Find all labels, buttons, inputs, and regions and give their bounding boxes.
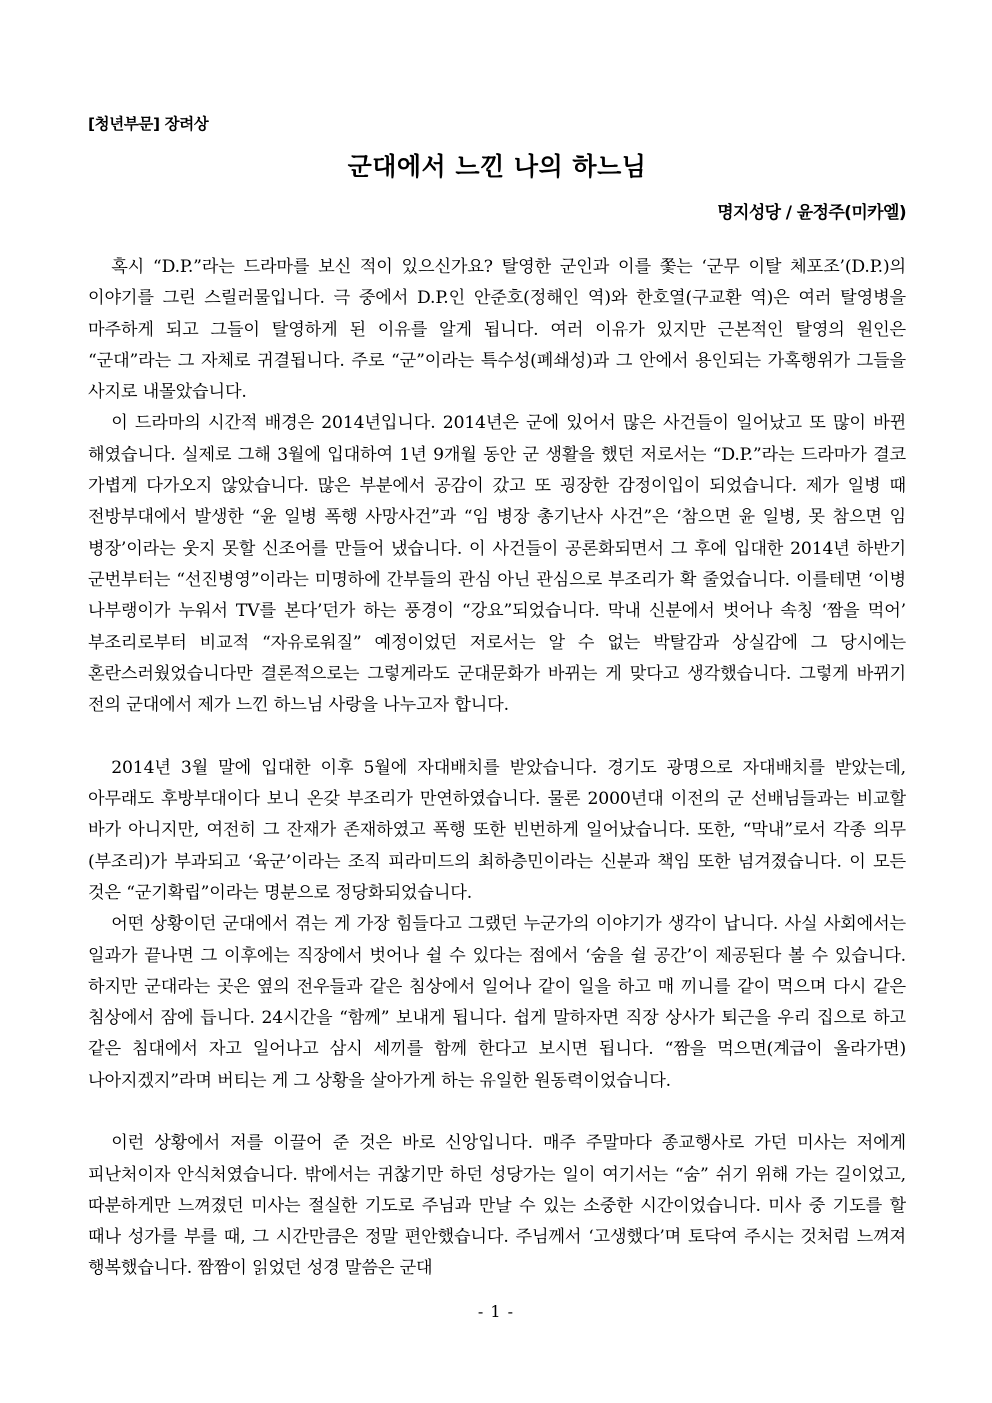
article-body (88, 224, 906, 1285)
document-content (88, 0, 906, 1285)
page-title: 군대에서 느낀 나의 하느님 (347, 152, 647, 182)
body-paragraph: 혹시 “D.P.”라는 드라마를 보신 적이 있으신가요? 탈영한 군인과 이를 쫓는 ‘군무 이탈 체포조’(D.P.)의 이야기를 그린 스릴러물입니다. 극 중에서 D.P.인 안준호(정해인 역)와 한호열(구교환 역)은 여러 탈영병을 마주하게 되고 그들이 탈영하게 된 이유를 알게 됩니다. 여러 이유가 있지만 근본적인 탈영의 원인은 “군대”라는 그 자체로 귀결됩니다. 주로 “군”이라는 특수성(폐쇄성)과 그 안에서 용인되는 가혹행위가 그들을 사지로 내몰았습니다. (88, 256, 906, 403)
body-paragraph: 이 드라마의 시간적 배경은 2014년입니다. 2014년은 군에 있어서 많은 사건들이 일어났고 또 많이 바뀐 해였습니다. 실제로 그해 3월에 입대하여 1년 9개월 동안 군 생활을 했던 저로서는 “D.P.”라는 드라마가 결코 가볍게 다가오지 않았습니다. 많은 부분에서 공감이 갔고 또 굉장한 감정이입이 되었습니다. 제가 일병 때 전방부대에서 발생한 “윤 일병 폭행 사망사건”과 “임 병장 총기난사 사건”은 ‘참으면 윤 일병, 못 참으면 임 병장’이라는 웃지 못할 신조어를 만들어 냈습니다. 이 사건들이 공론화되면서 그 후에 입대한 2014년 하반기 군번부터는 “선진병영”이라는 미명하에 간부들의 관심 아닌 관심으로 부조리가 확 줄었습니다. 이를테면 ‘이병 나부랭이가 누워서 TV를 본다’던가 하는 풍경이 “강요”되었습니다. 막내 신분에서 벗어나 속칭 ‘짬을 먹어’ 부조리로부터 비교적 “자유로워질” 예정이었던 저로서는 알 수 없는 박탈감과 상실감에 그 당시에는 혼란스러웠었습니다만 결론적으로는 그렇게라도 군대문화가 바뀌는 게 맞다고 생각했습니다. 그렇게 바뀌기 전의 군대에서 제가 느낀 하느님 사랑을 나누고자 합니다. (88, 413, 906, 716)
award-category-label: [청년부문] 장려상 (88, 115, 209, 133)
body-paragraph: 이런 상황에서 저를 이끌어 준 것은 바로 신앙입니다. 매주 주말마다 종교행사로 가던 미사는 저에게 피난처이자 안식처였습니다. 밖에서는 귀찮기만 하던 성당가는 일이 여기서는 “숨” 쉬기 위해 가는 길이었고, 따분하게만 느껴졌던 미사는 절실한 기도로 주님과 만날 수 있는 소중한 시간이었습니다. 미사 중 기도를 할 때나 성가를 부를 때, 그 시간만큼은 정말 편안했습니다. 주님께서 ‘고생했다’며 토닥여 주시는 것처럼 느껴져 행복했습니다. 짬짬이 읽었던 성경 말씀은 군대 (88, 1133, 906, 1279)
author-byline: 명지성당 / 윤정주(미카엘) (717, 202, 906, 223)
body-paragraph: 어떤 상황이던 군대에서 겪는 게 가장 힘들다고 그랬던 누군가의 이야기가 생각이 납니다. 사실 사회에서는 일과가 끝나면 그 이후에는 직장에서 벗어나 쉴 수 있다는 점에서 ‘숨을 쉴 공간’이 제공된다 볼 수 있습니다. 하지만 군대라는 곳은 옆의 전우들과 같은 침상에서 일어나 같이 일을 하고 매 끼니를 같이 먹으며 다시 같은 침상에서 잠에 듭니다. 24시간을 “함께” 보내게 됩니다. 쉽게 말하자면 직장 상사가 퇴근을 우리 집으로 하고 같은 침대에서 자고 일어나고 삼시 세끼를 함께 한다고 보시면 됩니다. “짬을 먹으면(계급이 올라가면) 나아지겠지”라며 버티는 게 그 상황을 살아가게 하는 유일한 원동력이었습니다. (88, 914, 906, 1091)
page-number-footer: - 1 - (477, 1302, 515, 1321)
body-paragraph: 2014년 3월 말에 입대한 이후 5월에 자대배치를 받았습니다. 경기도 광명으로 자대배치를 받았는데, 아무래도 후방부대이다 보니 온갖 부조리가 만연하였습니다. 물론 2000년대 이전의 군 선배님들과는 비교할 바가 아니지만, 여전히 그 잔재가 존재하였고 폭행 또한 빈번하게 일어났습니다. 또한, “막내”로서 각종 의무(부조리)가 부과되고 ‘육군’이라는 조직 피라미드의 최하층민이라는 신분과 책임 또한 넘겨졌습니다. 이 모든 것은 “군기확립”이라는 명분으로 정당화되었습니다. (88, 757, 906, 903)
